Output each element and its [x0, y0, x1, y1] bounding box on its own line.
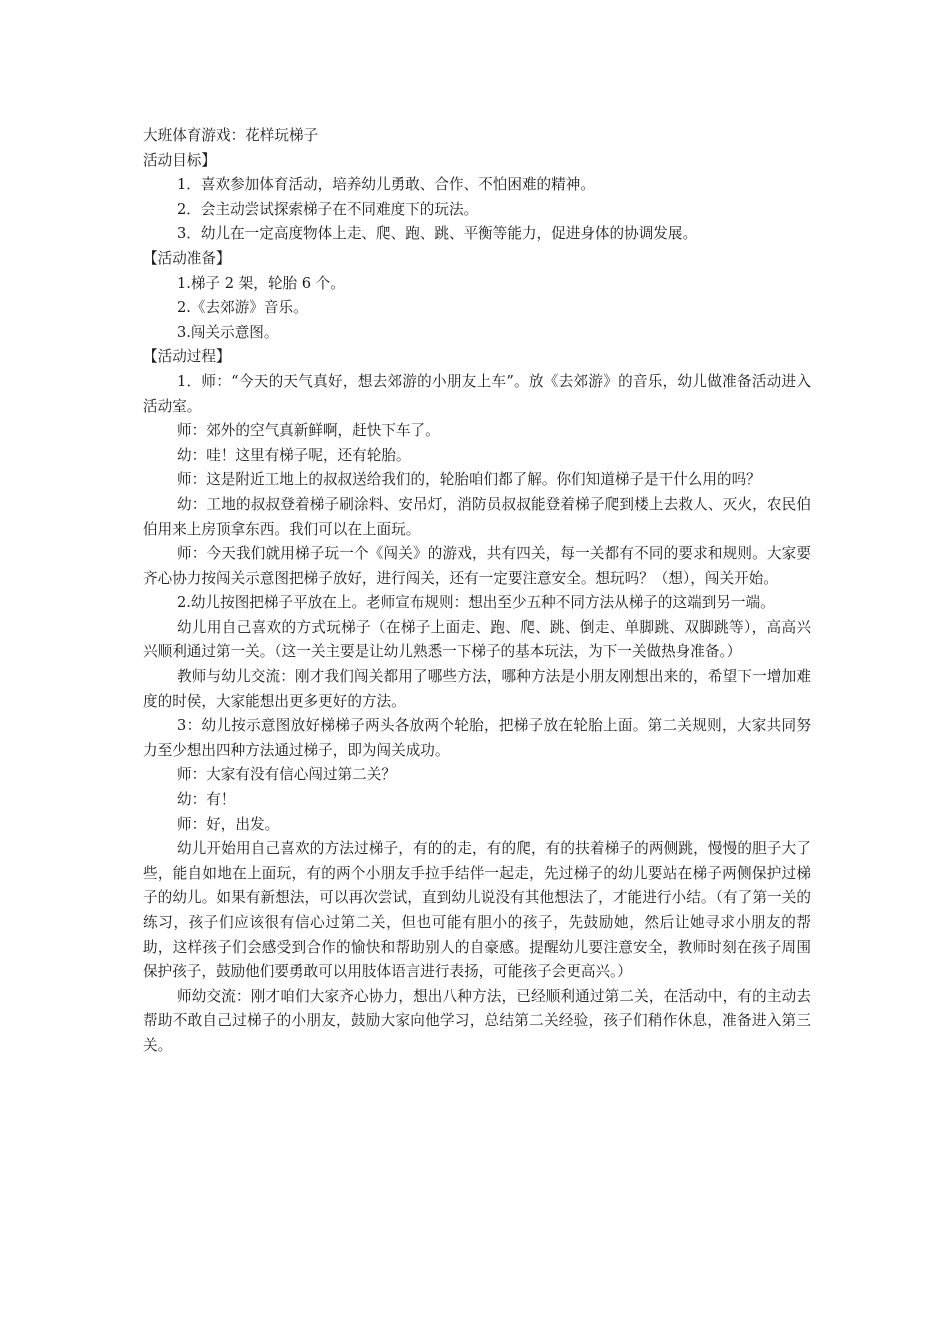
prep-heading: 【活动准备】: [143, 249, 231, 267]
process-paragraph: 师幼交流：刚才咱们大家齐心协力，想出八种方法，已经顺利通过第二关，在活动中，有的主动去帮助不敢自己过梯子的小朋友，鼓励大家向他学习，总结第二关经验，孩子们稍作休息，准备进入第三关。: [143, 987, 811, 1054]
prep-item: 2.《去郊游》音乐。: [177, 299, 308, 317]
prep-item: 3.闯关示意图。: [177, 323, 279, 341]
process-paragraph: 幼：哇！这里有梯子呢，还有轮胎。: [177, 446, 411, 464]
process-paragraph: 师：今天我们就用梯子玩一个《闯关》的游戏，共有四关，每一关都有不同的要求和规则。大家要齐心协力按闯关示意图把梯子放好，进行闯关，还有一定要注意安全。想玩吗？（想），闯关开始。: [143, 545, 811, 587]
process-paragraph: 3：幼儿按示意图放好梯梯子两头各放两个轮胎，把梯子放在轮胎上面。第二关规则，大家共同努力至少想出四种方法通过梯子，即为闯关成功。: [143, 717, 811, 759]
process-paragraph: 幼：有！: [177, 791, 236, 809]
goal-item: 1．喜欢参加体育活动，培养幼儿勇敢、合作、不怕困难的精神。: [177, 176, 595, 194]
process-paragraph: 2.幼儿按图把梯子平放在上。老师宣布规则：想出至少五种不同方法从梯子的这端到另一端。: [177, 594, 775, 612]
process-heading: 【活动过程】: [143, 348, 231, 366]
goal-heading: 活动目标】: [143, 151, 216, 169]
process-paragraph: 师：好，出发。: [177, 815, 280, 833]
document-title: 大班体育游戏：花样玩梯子: [143, 127, 319, 144]
prep-item: 1.梯子 2 架，轮胎 6 个。: [177, 274, 345, 292]
process-paragraph: 师：郊外的空气真新鲜啊，赶快下车了。: [177, 422, 440, 440]
process-paragraph: 师：这是附近工地上的叔叔送给我们的，轮胎咱们都了解。你们知道梯子是干什么用的吗？: [177, 471, 761, 489]
process-paragraph: 师：大家有没有信心闯过第二关？: [177, 766, 396, 784]
process-paragraph: 幼：工地的叔叔登着梯子刷涂料、安吊灯，消防员叔叔能登着梯子爬到楼上去救人、灭火，农民伯伯用来上房顶拿东西。我们可以在上面玩。: [143, 495, 811, 538]
process-paragraph: 幼儿开始用自己喜欢的方法过梯子，有的的走，有的爬，有的扶着梯子的两侧跳，慢慢的胆子大了些，能自如地在上面玩，有的两个小朋友手拉手结伴一起走，先过梯子的幼儿要站在梯子两侧保护过梯子的幼儿。如果有新想法，可以再次尝试，直到幼儿说没有其他想法了，才能进行小结。（有了第一关的练习，孩子们应该很有信心过第二关，但也可能有胆小的孩子，先鼓励她，然后让她寻求小朋友的帮助，这样孩子们会感受到合作的愉快和帮助别人的自豪感。提醒幼儿要注意安全，教师时刻在孩子周围保护孩子，鼓励他们要勇敢可以用肢体语言进行表扬，可能孩子会更高兴。）: [143, 840, 811, 981]
process-paragraph: 幼儿用自己喜欢的方式玩梯子（在梯子上面走、跑、爬、跳、倒走、单脚跳、双脚跳等），高高兴兴顺利通过第一关。（这一关主要是让幼儿熟悉一下梯子的基本玩法，为下一关做热身准备。）: [143, 618, 811, 661]
process-paragraph: 教师与幼儿交流：刚才我们闯关都用了哪些方法，哪种方法是小朋友刚想出来的，希望下一增加难度的时侯，大家能想出更多更好的方法。: [143, 668, 811, 710]
goal-item: 2．会主动尝试探索梯子在不同难度下的玩法。: [177, 200, 479, 218]
process-paragraph: 1．师：“今天的天气真好，想去郊游的小朋友上车”。放《去郊游》的音乐，幼儿做准备活动进入活动室。: [143, 372, 811, 415]
document-page: [143, 124, 811, 1059]
goal-item: 3．幼儿在一定高度物体上走、爬、跑、跳、平衡等能力，促进身体的协调发展。: [177, 225, 698, 243]
